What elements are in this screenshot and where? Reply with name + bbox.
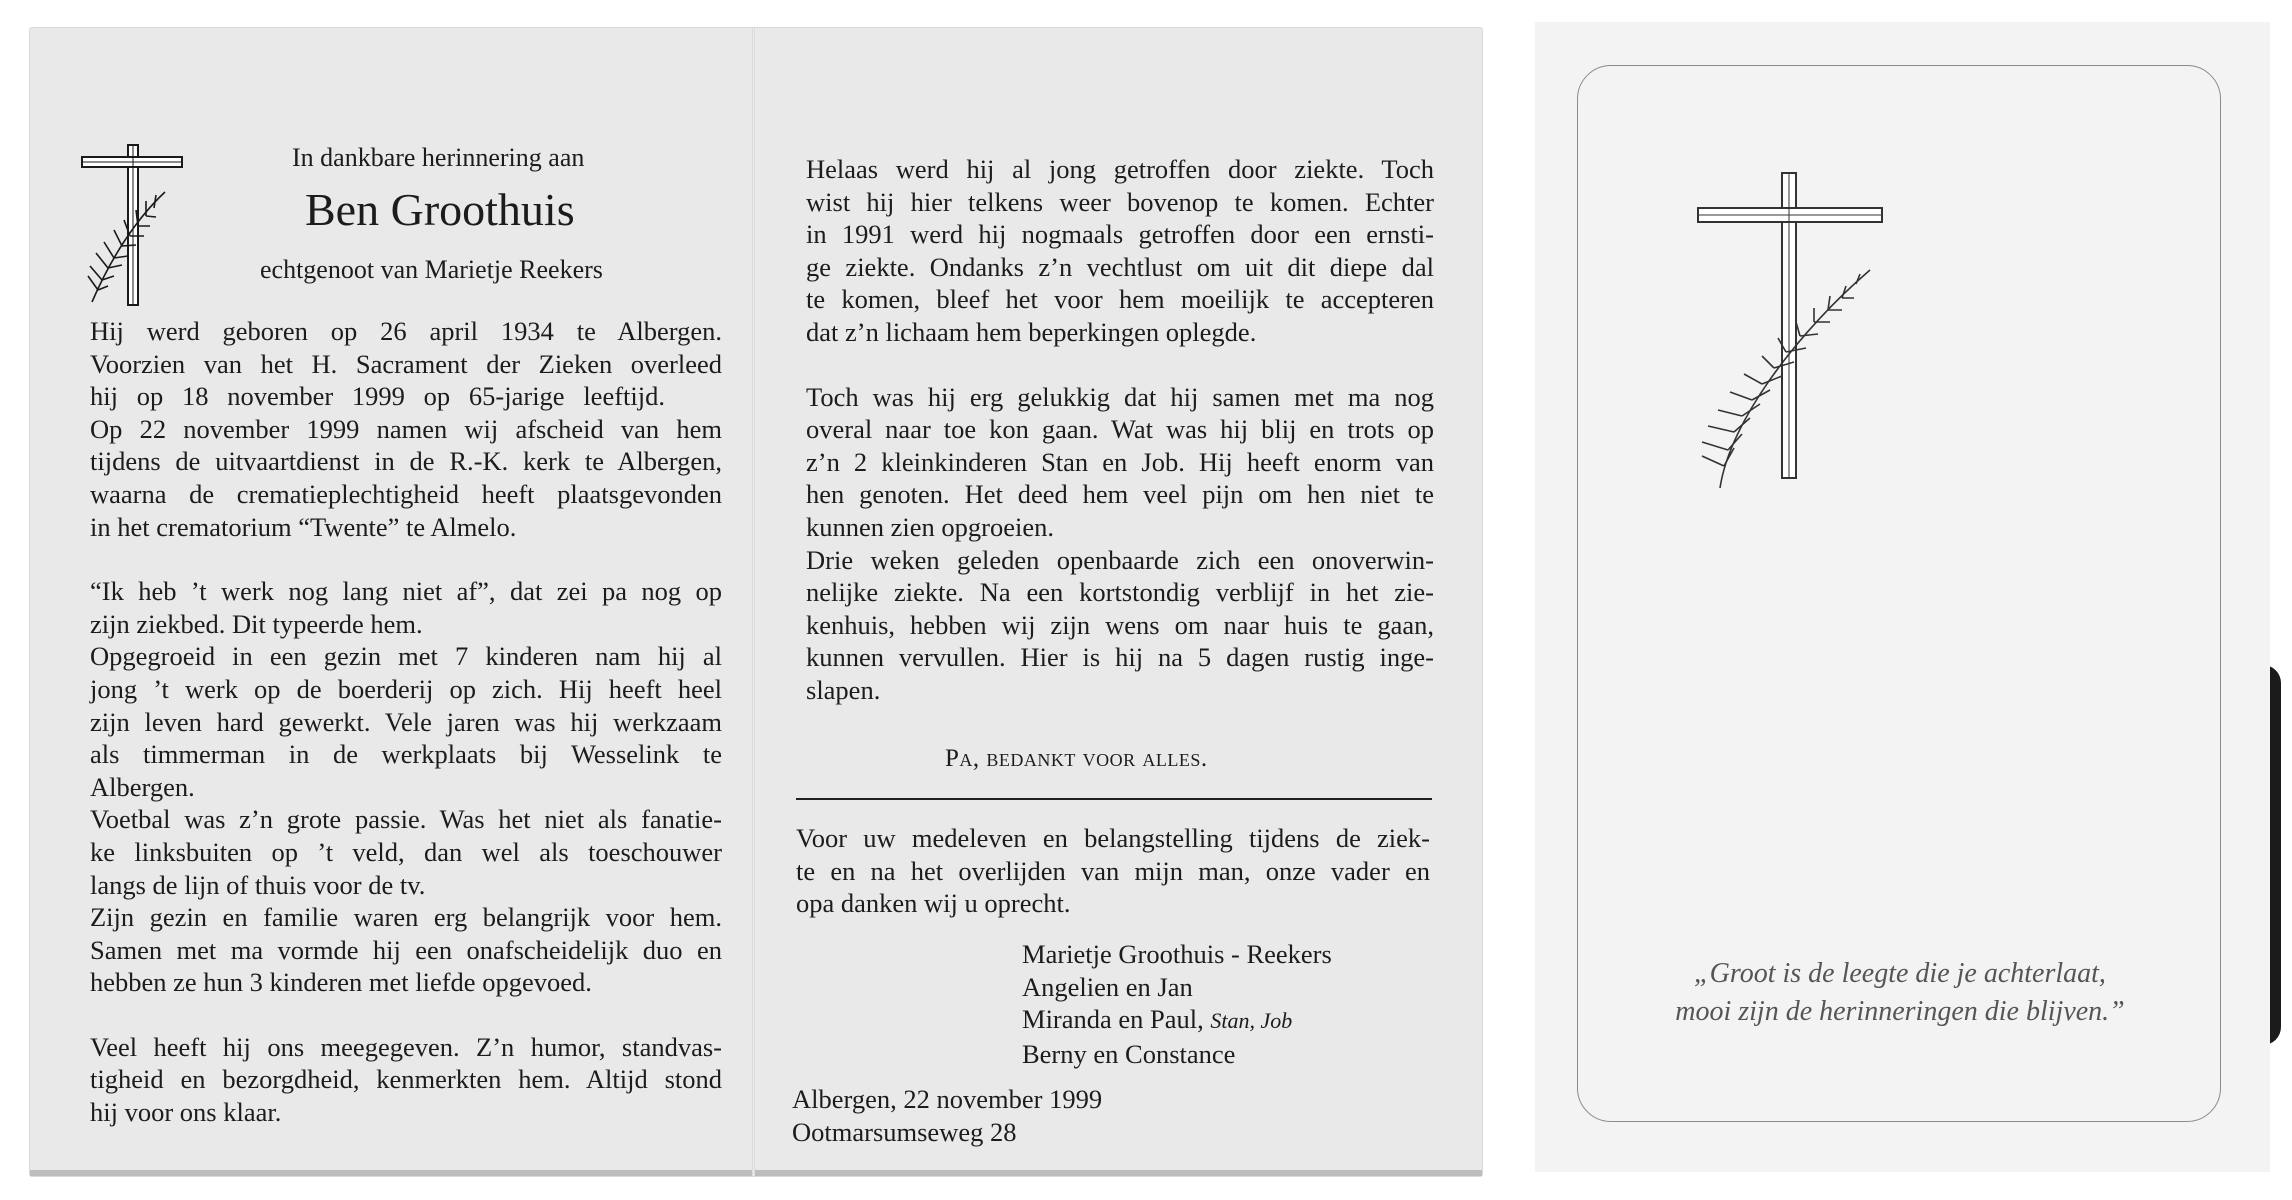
right-column [806, 153, 1434, 707]
life-line: hebben ze hun 3 kinderen met liefde opgevoed. [90, 967, 592, 998]
bio-line: hij op 18 november 1999 op 65-jarige leeftijd. [90, 381, 665, 412]
divider-line [796, 798, 1432, 800]
family-line: nelijke ziekte. Na een kortstondig verblijf in het zie- [806, 577, 1434, 608]
address: Ootmarsumseweg 28 [792, 1116, 1017, 1147]
signatory-line: Angelien en Jan [1022, 971, 1193, 1002]
family-line: z’n 2 kleinkinderen Stan en Job. Hij heeft enorm van [806, 446, 1434, 477]
gratitude-line: Voor uw medeleven en belangstelling tijdens de ziek- [796, 823, 1430, 853]
life-line: als timmerman in de werkplaats bij Wesselink te [90, 739, 722, 770]
legacy-line: tigheid en bezorgdheid, kenmerkten hem. Altijd stond [90, 1064, 722, 1095]
life-line: langs de lijn of thuis voor de tv. [90, 869, 426, 900]
family-line: Toch was hij erg gelukkig dat hij samen met ma nog [806, 381, 1434, 412]
signatory-line: Marietje Groothuis - Reekers [1022, 939, 1332, 969]
gratitude-line: opa danken wij u oprecht. [796, 888, 1071, 919]
bio-line: in het crematorium “Twente” te Almelo. [90, 511, 517, 542]
life-line: Voetbal was z’n grote passie. Was het niet als fanatie- [90, 804, 722, 835]
gratitude-block [796, 822, 1430, 920]
bio-line: Voorzien van het H. Sacrament der Zieken overleed [90, 348, 722, 379]
place-date-block [792, 1083, 1102, 1148]
family-line: kenhuis, hebben wij zijn wens om naar huis te gaan, [806, 609, 1434, 640]
deceased-name: Ben Groothuis [305, 184, 575, 235]
gratitude-line: te en na het overlijden van mijn man, onze vader en [796, 855, 1430, 886]
intro-line: In dankbare herinnering aan [292, 143, 585, 172]
bio-line: Hij werd geboren op 26 april 1934 te Albergen. [90, 316, 722, 346]
illness-line: Helaas werd hij al jong getroffen door ziekte. Toch [806, 154, 1434, 184]
illness-line: dat z’n lichaam hem beperkingen oplegde. [806, 316, 1257, 347]
bio-line: waarna de crematieplechtigheid heeft plaatsgevonden [90, 478, 722, 509]
signatory-name: Miranda en Paul, [1022, 1004, 1204, 1035]
family-line: Drie weken geleden openbaarde zich een onoverwin- [806, 544, 1434, 575]
life-line: “Ik heb ’t werk nog lang niet af”, dat zei pa nog op [90, 576, 722, 607]
place-date: Albergen, 22 november 1999 [792, 1084, 1103, 1114]
signatories [1022, 938, 1332, 1070]
signatory-line [1022, 1003, 1332, 1038]
life-line: Zijn gezin en familie waren erg belangrijk voor hem. [90, 902, 722, 933]
grandchildren-names: Stan, Job [1210, 1008, 1293, 1034]
family-line: slapen. [806, 674, 881, 705]
cross-palm-icon [80, 140, 190, 310]
quote-line: mooi zijn de herinneringen die blijven.” [1675, 996, 2125, 1027]
inner-card-edge [30, 1170, 1482, 1176]
thanks-heading: Pa, bedankt voor alles. [945, 745, 1208, 772]
quote-line: „Groot is de leegte die je achterlaat, [1694, 958, 2106, 989]
legacy-line: hij voor ons klaar. [90, 1097, 282, 1128]
life-line: zijn leven hard gewerkt. Vele jaren was hij werkzaam [90, 706, 722, 737]
life-line: Albergen. [90, 771, 195, 802]
left-column [90, 315, 722, 1129]
bio-line: Op 22 november 1999 namen wij afscheid van hem [90, 413, 722, 444]
family-line: overal naar toe kon gaan. Wat was hij blij en trots op [806, 414, 1434, 445]
family-line: kunnen vervullen. Hier is hij na 5 dagen rustig inge- [806, 642, 1434, 673]
bio-line: tijdens de uitvaartdienst in de R.-K. kerk te Albergen, [90, 446, 722, 477]
illness-line: te komen, bleef het voor hem moeilijk te accepteren [806, 284, 1434, 315]
illness-line: wist hij hier telkens weer bovenop te komen. Echter [806, 186, 1434, 217]
legacy-line: Veel heeft hij ons meegegeven. Z’n humor, standvas- [90, 1031, 722, 1062]
front-quote [1600, 955, 2200, 1031]
life-line: Opgegroeid in een gezin met 7 kinderen nam hij al [90, 641, 722, 672]
front-cross-palm-icon [1690, 170, 1900, 490]
illness-line: in 1991 werd hij nogmaals getroffen door een ernsti- [806, 219, 1434, 250]
illness-line: ge ziekte. Ondanks z’n vechtlust om uit dit diepe dal [806, 251, 1434, 282]
life-line: ke linksbuiten op ’t veld, dan wel als toeschouwer [90, 836, 722, 867]
signatory-line: Berny en Constance [1022, 1038, 1236, 1069]
card-fold [752, 28, 755, 1176]
life-line: jong ’t werk op de boerderij op zich. Hij heeft heel [90, 673, 722, 704]
spouse-line: echtgenoot van Marietje Reekers [260, 255, 603, 284]
life-line: Samen met ma vormde hij een onafscheidelijk duo en [90, 934, 722, 965]
family-line: kunnen zien opgroeien. [806, 511, 1054, 542]
family-line: hen genoten. Het deed hem veel pijn om hen niet te [806, 479, 1434, 510]
life-line: zijn ziekbed. Dit typeerde hem. [90, 608, 423, 639]
